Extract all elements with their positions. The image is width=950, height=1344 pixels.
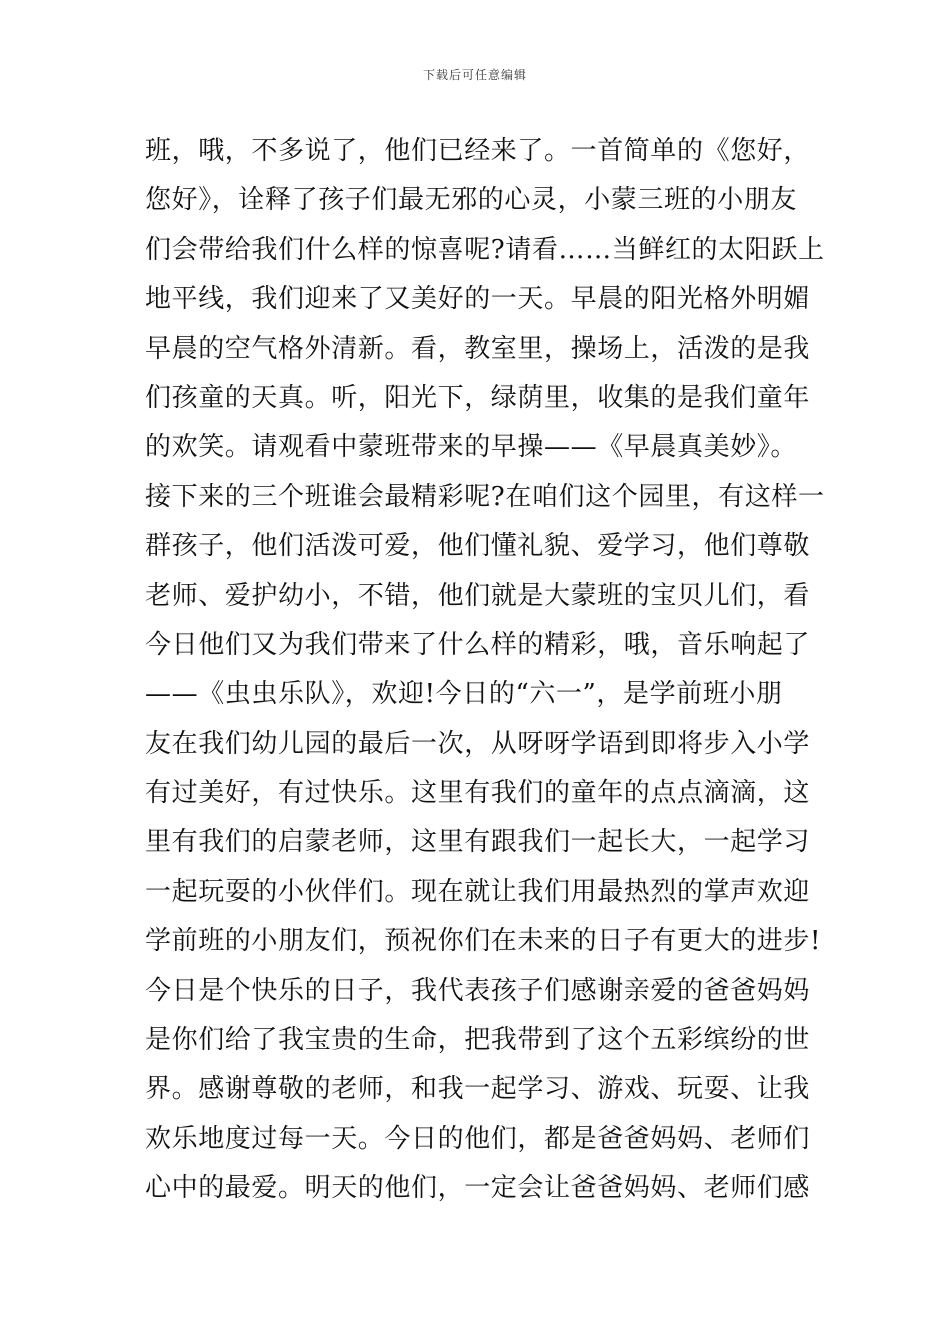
- text-line: 接下来的三个班谁会最精彩呢?在咱们这个园里，有这样一: [145, 481, 825, 512]
- text-line: 心中的最爱。明天的他们，一定会让爸爸妈妈、老师们感: [145, 1173, 811, 1204]
- text-line: 有过美好，有过快乐。这里有我们的童年的点点滴滴，这: [145, 778, 811, 809]
- text-line: 早晨的空气格外清新。看，教室里，操场上，活泼的是我: [145, 333, 811, 364]
- text-line: 界。感谢尊敬的老师，和我一起学习、游戏、玩耍、让我: [145, 1074, 811, 1105]
- text-line: 欢乐地度过每一天。今日的他们，都是爸爸妈妈、老师们: [145, 1123, 811, 1154]
- text-line: 里有我们的启蒙老师，这里有跟我们一起长大，一起学习: [145, 827, 811, 858]
- text-line: 们孩童的天真。听，阳光下，绿荫里，收集的是我们童年: [145, 382, 811, 413]
- text-line: ——《虫虫乐队》，欢迎!今日的“六一”，是学前班小朋: [145, 679, 783, 710]
- text-line: 是你们给了我宝贵的生命，把我带到了这个五彩缤纷的世: [145, 1025, 811, 1056]
- body-text: [145, 127, 825, 1214]
- text-line: 友在我们幼儿园的最后一次，从呀呀学语到即将步入小学: [145, 728, 811, 759]
- text-line: 地平线，我们迎来了又美好的一天。早晨的阳光格外明媚: [145, 284, 811, 315]
- text-line: 学前班的小朋友们，预祝你们在未来的日子有更大的进步!: [145, 926, 822, 957]
- text-line: 老师、爱护幼小，不错，他们就是大蒙班的宝贝儿们，看: [145, 580, 811, 611]
- text-line: 班，哦，不多说了，他们已经来了。一首简单的《您好，: [145, 136, 811, 166]
- text-line: 今日他们又为我们带来了什么样的精彩，哦，音乐响起了: [145, 629, 811, 660]
- text-line: 们会带给我们什么样的惊喜呢?请看……当鲜红的太阳跃上: [145, 234, 825, 265]
- text-line: 的欢笑。请观看中蒙班带来的早操——《早晨真美妙》。: [145, 432, 798, 463]
- text-line: 今日是个快乐的日子，我代表孩子们感谢亲爱的爸爸妈妈: [145, 975, 811, 1006]
- text-line: 群孩子，他们活泼可爱，他们懂礼貌、爱学习，他们尊敬: [145, 531, 811, 562]
- text-line: 您好》，诠释了孩子们最无邪的心灵，小蒙三班的小朋友: [145, 185, 798, 216]
- header-note: 下载后可任意编辑: [422, 68, 527, 82]
- text-line: 一起玩耍的小伙伴们。现在就让我们用最热烈的掌声欢迎: [145, 876, 811, 907]
